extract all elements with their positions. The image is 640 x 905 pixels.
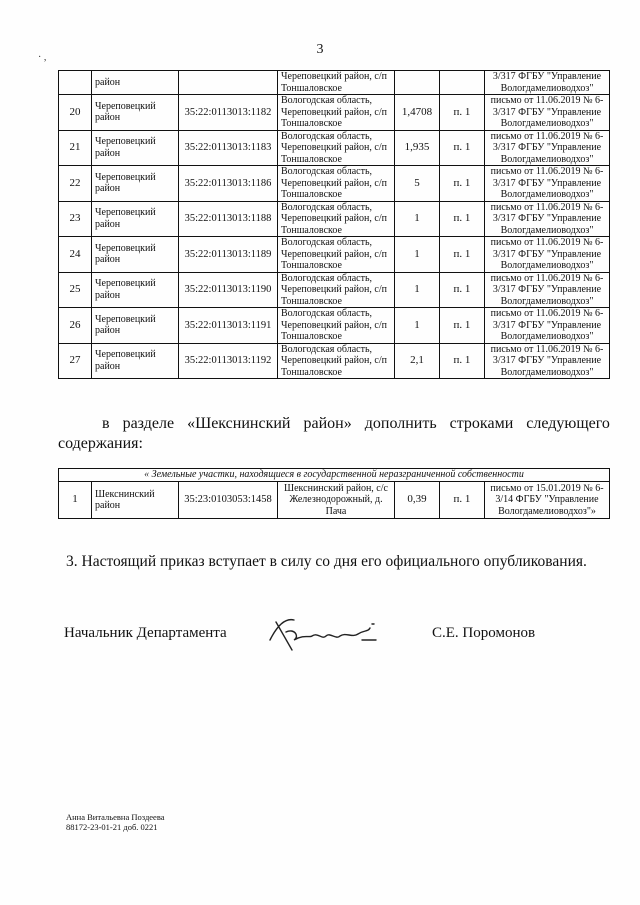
land-plots-table (58, 70, 610, 379)
page-number: 3 (316, 42, 324, 57)
row-number: 24 (59, 237, 92, 273)
amendment-paragraph (58, 414, 610, 454)
district-cell: Череповецкий район (92, 343, 179, 379)
area-cell: 1 (395, 201, 440, 237)
location-cell: Вологодская область, Череповецкий район, с/п Тоншаловское (278, 272, 395, 308)
basis-note-cell: письмо от 11.06.2019 № 6-3/317 ФГБУ "Управление Вологдамелиоводхоз" (485, 166, 610, 202)
row-number: 21 (59, 130, 92, 166)
row-number: 20 (59, 95, 92, 131)
amendment-line-1 (58, 414, 610, 434)
basis-note-cell: письмо от 11.06.2019 № 6-3/317 ФГБУ "Управление Вологдамелиоводхоз" (485, 95, 610, 131)
district-cell: Череповецкий район (92, 237, 179, 273)
row-number: 26 (59, 308, 92, 344)
paragraph-word: строками (449, 415, 514, 432)
paragraph-word: разделе (122, 415, 175, 432)
location-cell: Вологодская область, Череповецкий район, с/п Тоншаловское (278, 201, 395, 237)
district-cell: Череповецкий район (92, 166, 179, 202)
basis-note-cell: 3/317 ФГБУ "Управление Вологдамелиоводхоз" (485, 71, 610, 95)
cadastral-number-cell: 35:22:0113013:1189 (179, 237, 278, 273)
location-cell: Череповецкий район, с/п Тоншаловское (278, 71, 395, 95)
table-row (59, 272, 610, 308)
location-cell: Вологодская область, Череповецкий район, с/п Тоншаловское (278, 308, 395, 344)
district-cell: район (92, 71, 179, 95)
basis-note-cell: письмо от 11.06.2019 № 6-3/317 ФГБУ "Управление Вологдамелиоводхоз" (485, 237, 610, 273)
cadastral-number-cell: 35:22:0113013:1183 (179, 130, 278, 166)
executor-name: Анна Витальевна Поздеева (66, 812, 165, 822)
location-cell: Вологодская область, Череповецкий район, с/п Тоншаловское (278, 166, 395, 202)
paragraph-word: следующего (526, 415, 610, 432)
area-cell: 1,935 (395, 130, 440, 166)
cadastral-number-cell: 35:22:0113013:1182 (179, 95, 278, 131)
district-cell: Череповецкий район (92, 130, 179, 166)
point-cell: п. 1 (440, 130, 485, 166)
table-row (59, 130, 610, 166)
district-cell: Череповецкий район (92, 95, 179, 131)
handwritten-signature (264, 610, 384, 654)
cadastral-number-cell: 35:22:0113013:1190 (179, 272, 278, 308)
point-cell: п. 1 (440, 272, 485, 308)
paragraph-word: район» (303, 415, 352, 432)
row-number: 23 (59, 201, 92, 237)
table-row (59, 71, 610, 95)
point-cell: п. 1 (440, 482, 485, 519)
row-number (59, 71, 92, 95)
point-cell: п. 1 (440, 237, 485, 273)
corner-mark: · , (38, 52, 47, 63)
table-row (59, 308, 610, 344)
point-cell: п. 1 (440, 201, 485, 237)
table-row (59, 166, 610, 202)
location-cell: Вологодская область, Череповецкий район, с/п Тоншаловское (278, 237, 395, 273)
table-row (59, 201, 610, 237)
cadastral-number-cell (179, 71, 278, 95)
basis-note-cell: письмо от 11.06.2019 № 6-3/317 ФГБУ "Управление Вологдамелиоводхоз" (485, 343, 610, 379)
district-cell: Череповецкий район (92, 201, 179, 237)
district-cell: Шекснинский район (92, 482, 179, 519)
location-cell: Вологодская область, Череповецкий район, с/п Тоншаловское (278, 130, 395, 166)
executor-info (66, 812, 165, 832)
table-row (59, 343, 610, 379)
row-number: 27 (59, 343, 92, 379)
area-cell: 0,39 (395, 482, 440, 519)
basis-note-cell: письмо от 11.06.2019 № 6-3/317 ФГБУ "Управление Вологдамелиоводхоз" (485, 201, 610, 237)
paragraph-word: дополнить (364, 415, 437, 432)
cadastral-number-cell: 35:22:0113013:1191 (179, 308, 278, 344)
paragraph-word: «Шекснинский (187, 415, 291, 432)
cadastral-number-cell: 35:22:0113013:1188 (179, 201, 278, 237)
table-row (59, 237, 610, 273)
area-cell: 1,4708 (395, 95, 440, 131)
district-cell: Череповецкий район (92, 308, 179, 344)
row-number: 25 (59, 272, 92, 308)
area-cell: 5 (395, 166, 440, 202)
area-cell (395, 71, 440, 95)
district-cell: Череповецкий район (92, 272, 179, 308)
amendment-line-2: содержания: (58, 435, 143, 452)
basis-note-cell: письмо от 15.01.2019 № 6-3/14 ФГБУ "Управление Вологдамелиоводхоз"» (485, 482, 610, 519)
point-cell: п. 1 (440, 343, 485, 379)
area-cell: 1 (395, 237, 440, 273)
section-header: « Земельные участки, находящиеся в государственной неразграниченной собственности (59, 469, 610, 482)
table-row (59, 95, 610, 131)
executor-phone: 88172-23-01-21 доб. 0221 (66, 822, 158, 832)
cadastral-number-cell: 35:23:0103053:1458 (179, 482, 278, 519)
point-cell (440, 71, 485, 95)
location-cell: Шекснинский район, с/с Железнодорожный, д. Пача (278, 482, 395, 519)
table-header-row (59, 469, 610, 482)
area-cell: 1 (395, 272, 440, 308)
basis-note-cell: письмо от 11.06.2019 № 6-3/317 ФГБУ "Управление Вологдамелиоводхоз" (485, 130, 610, 166)
point-cell: п. 1 (440, 95, 485, 131)
signatory-position: Начальник Департамента (64, 625, 227, 641)
order-effective-text: 3. Настоящий приказ вступает в силу со дня его официального опубликования. (66, 553, 587, 570)
row-number: 22 (59, 166, 92, 202)
area-cell: 1 (395, 308, 440, 344)
cadastral-number-cell: 35:22:0113013:1192 (179, 343, 278, 379)
cadastral-number-cell: 35:22:0113013:1186 (179, 166, 278, 202)
point-cell: п. 1 (440, 166, 485, 202)
location-cell: Вологодская область, Череповецкий район, с/п Тоншаловское (278, 343, 395, 379)
basis-note-cell: письмо от 11.06.2019 № 6-3/317 ФГБУ "Управление Вологдамелиоводхоз" (485, 272, 610, 308)
area-cell: 2,1 (395, 343, 440, 379)
paragraph-word: в (102, 415, 110, 432)
sheksna-table (58, 468, 610, 519)
basis-note-cell: письмо от 11.06.2019 № 6-3/317 ФГБУ "Управление Вологдамелиоводхоз" (485, 308, 610, 344)
signatory-name: С.Е. Поромонов (432, 625, 536, 641)
point-cell: п. 1 (440, 308, 485, 344)
row-number: 1 (59, 482, 92, 519)
table-row (59, 482, 610, 519)
location-cell: Вологодская область, Череповецкий район, с/п Тоншаловское (278, 95, 395, 131)
